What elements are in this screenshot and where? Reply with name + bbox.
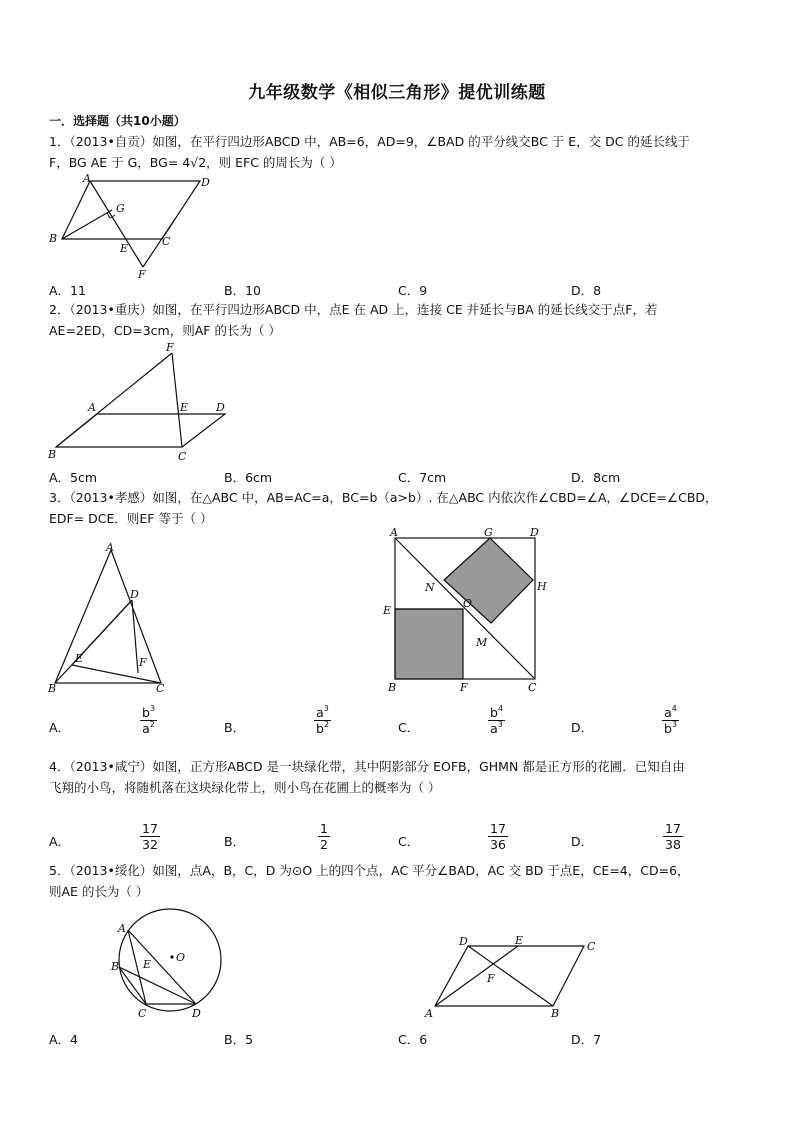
q2-label-a: A [88, 401, 96, 414]
q5-label-b: B [111, 960, 120, 973]
q3-frac-b-num-exp: 3 [323, 704, 329, 713]
q1-label-d: D [201, 176, 210, 189]
q3-option-d[interactable]: D． [571, 720, 594, 735]
q5-para-label-e: E [515, 934, 524, 947]
q2-label-c: C [178, 450, 187, 463]
q3-frac-b-den-exp: 2 [323, 720, 330, 729]
q4-label-g: G [484, 526, 493, 539]
q3-triangle-figure [44, 538, 179, 698]
q5-label-e: E [143, 958, 152, 971]
q4-label-h: H [537, 580, 547, 593]
q2-option-a[interactable]: A．5cm [49, 470, 98, 485]
q2-stem-line2: AE=2ED，CD=3cm，则AF 的长为（ ） [49, 323, 281, 338]
q1-label-f: F [138, 268, 146, 281]
q2-label-b: B [48, 448, 57, 461]
section-heading: 一．选择题（共10小题） [49, 114, 186, 128]
q4-frac-c-num: 17 [490, 821, 506, 836]
q2-option-b[interactable]: B．6cm [224, 470, 273, 485]
q4-label-c: C [528, 681, 537, 694]
q2-option-d[interactable]: D．8cm [571, 470, 621, 485]
q1-parallelogram-figure [45, 172, 225, 282]
q3-frac-a-num: b [142, 705, 150, 720]
q1-label-c: C [162, 235, 171, 248]
q3-frac-c-den: a [490, 721, 498, 736]
q3-frac-d-num: a [664, 705, 672, 720]
q4-label-m: M [476, 636, 488, 649]
q4-option-d[interactable]: D． [571, 834, 594, 849]
q4-frac-c-den: 36 [490, 837, 506, 852]
q2-label-d: D [216, 401, 225, 414]
q1-label-b: B [49, 232, 58, 245]
q4-frac-b-den: 2 [320, 837, 328, 852]
q1-stem-line2: F，BG AE 于 G，BG= 4√2，则 EFC 的周长为（ ） [49, 155, 342, 170]
q1-stem-line1: 1．（2013•自贡）如图，在平行四边形ABCD 中，AB=6，AD=9，∠BAD 的平分线交BC 于 E，交 DC 的延长线于 [49, 134, 690, 149]
q5-stem-line2: 则AE 的长为（ ） [49, 884, 149, 899]
q5-para-label-b: B [551, 1007, 560, 1020]
q2-label-e: E [180, 401, 189, 414]
q2-label-f: F [166, 341, 174, 354]
q3-frac-d-den-exp: 3 [671, 720, 678, 729]
q4-frac-d-num: 17 [665, 821, 681, 836]
q4-label-o: O [463, 597, 473, 610]
q3-option-a[interactable]: A． [49, 720, 71, 735]
q3-stem-line2: EDF= DCE．则EF 等于（ ） [49, 511, 213, 526]
q4-label-d: D [530, 526, 539, 539]
q5-circle-figure [100, 905, 230, 1025]
q3-frac-c-num: b [490, 705, 498, 720]
q3-frac-a-den-exp: 2 [149, 720, 155, 729]
q4-label-b: B [388, 681, 397, 694]
q3-option-b[interactable]: B． [224, 720, 246, 735]
q4-option-b-fraction[interactable] [318, 821, 330, 852]
q5-stem-line1: 5．（2013•绥化）如图，点A，B，C，D 为⊙O 上的四个点，AC 平分∠BAD，AC 交 BD 于点E，CE=4，CD=6， [49, 863, 690, 878]
q4-option-c[interactable]: C． [398, 834, 420, 849]
q3-frac-c-num-exp: 4 [497, 704, 504, 713]
q5-option-b[interactable]: B．5 [224, 1032, 254, 1047]
q5-para-label-f: F [487, 972, 495, 985]
q5-option-c[interactable]: C．6 [398, 1032, 428, 1047]
q3-option-d-fraction[interactable] [662, 705, 679, 736]
q4-label-f: F [460, 681, 468, 694]
q3-option-c-fraction[interactable] [488, 705, 505, 736]
q4-frac-b-num: 1 [320, 821, 328, 836]
q5-option-d[interactable]: D．7 [571, 1032, 602, 1047]
q5-para-label-c: C [587, 940, 596, 953]
q4-option-c-fraction[interactable] [488, 821, 508, 852]
q4-frac-a-den: 32 [142, 837, 158, 852]
q1-label-a: A [83, 172, 91, 185]
q5-label-o: O [176, 951, 186, 964]
q1-label-g: G [116, 202, 125, 215]
q3-frac-a-den: a [142, 721, 150, 736]
q1-label-e: E [120, 242, 129, 255]
q4-stem-line1: 4．（2013•咸宁）如图，正方形ABCD 是一块绿化带，其中阴影部分 EOFB，GHMN 都是正方形的花圃．已知自由 [49, 759, 685, 774]
q3-label-d: D [130, 588, 139, 601]
page-title: 九年级数学《相似三角形》提优训练题 [248, 83, 546, 103]
q4-square-figure [380, 523, 555, 698]
q3-frac-a-num-exp: 3 [149, 704, 156, 713]
q2-stem-line1: 2．（2013•重庆）如图，在平行四边形ABCD 中，点E 在 AD 上，连接 CE 并延长与BA 的延长线交于点F，若 [49, 302, 658, 317]
q1-option-a[interactable]: A．11 [49, 283, 86, 298]
q4-option-d-fraction[interactable] [663, 821, 683, 852]
q3-frac-b-den: b [316, 721, 324, 736]
q4-label-n: N [425, 581, 435, 594]
q3-frac-b-num: a [316, 705, 324, 720]
q2-option-c[interactable]: C．7cm [398, 470, 447, 485]
q4-option-b[interactable]: B． [224, 834, 246, 849]
q1-option-b[interactable]: B．10 [224, 283, 261, 298]
q5-label-c: C [138, 1007, 147, 1020]
q5-label-a: A [118, 922, 126, 935]
q4-stem-line2: 飞翔的小鸟，将随机落在这块绿化带上，则小鸟在花圃上的概率为（ ） [49, 780, 441, 795]
q3-frac-d-den: b [664, 721, 672, 736]
q4-label-a: A [390, 526, 398, 539]
q1-option-d[interactable]: D．8 [571, 283, 602, 298]
q3-label-c: C [156, 682, 165, 695]
q5-para-label-a: A [425, 1007, 433, 1020]
q3-frac-c-den-exp: 3 [497, 720, 503, 729]
q4-label-e: E [383, 604, 392, 617]
q3-option-b-fraction[interactable] [314, 705, 331, 736]
q5-para-label-d: D [459, 935, 468, 948]
q3-label-e: E [75, 652, 84, 665]
q5-option-a[interactable]: A．4 [49, 1032, 79, 1047]
q3-frac-d-num-exp: 4 [671, 704, 677, 713]
q5-label-d: D [192, 1007, 201, 1020]
q5-parallelogram-figure [420, 930, 610, 1025]
q1-option-c[interactable]: C．9 [398, 283, 428, 298]
q3-stem-line1: 3．（2013•孝感）如图，在△ABC 中，AB=AC=a，BC=b（a>b）. 在△ABC 内依次作∠CBD=∠A，∠DCE=∠CBD， [49, 490, 718, 505]
q3-option-c[interactable]: C． [398, 720, 420, 735]
q4-frac-d-den: 38 [665, 837, 681, 852]
q3-label-b: B [48, 682, 57, 695]
q3-label-a: A [106, 541, 114, 554]
q3-option-a-fraction[interactable] [140, 705, 157, 736]
q3-label-f: F [139, 656, 147, 669]
q2-parallelogram-figure [45, 340, 245, 465]
q4-option-a-fraction[interactable] [140, 821, 160, 852]
q4-frac-a-num: 17 [142, 821, 158, 836]
q4-option-a[interactable]: A． [49, 834, 71, 849]
